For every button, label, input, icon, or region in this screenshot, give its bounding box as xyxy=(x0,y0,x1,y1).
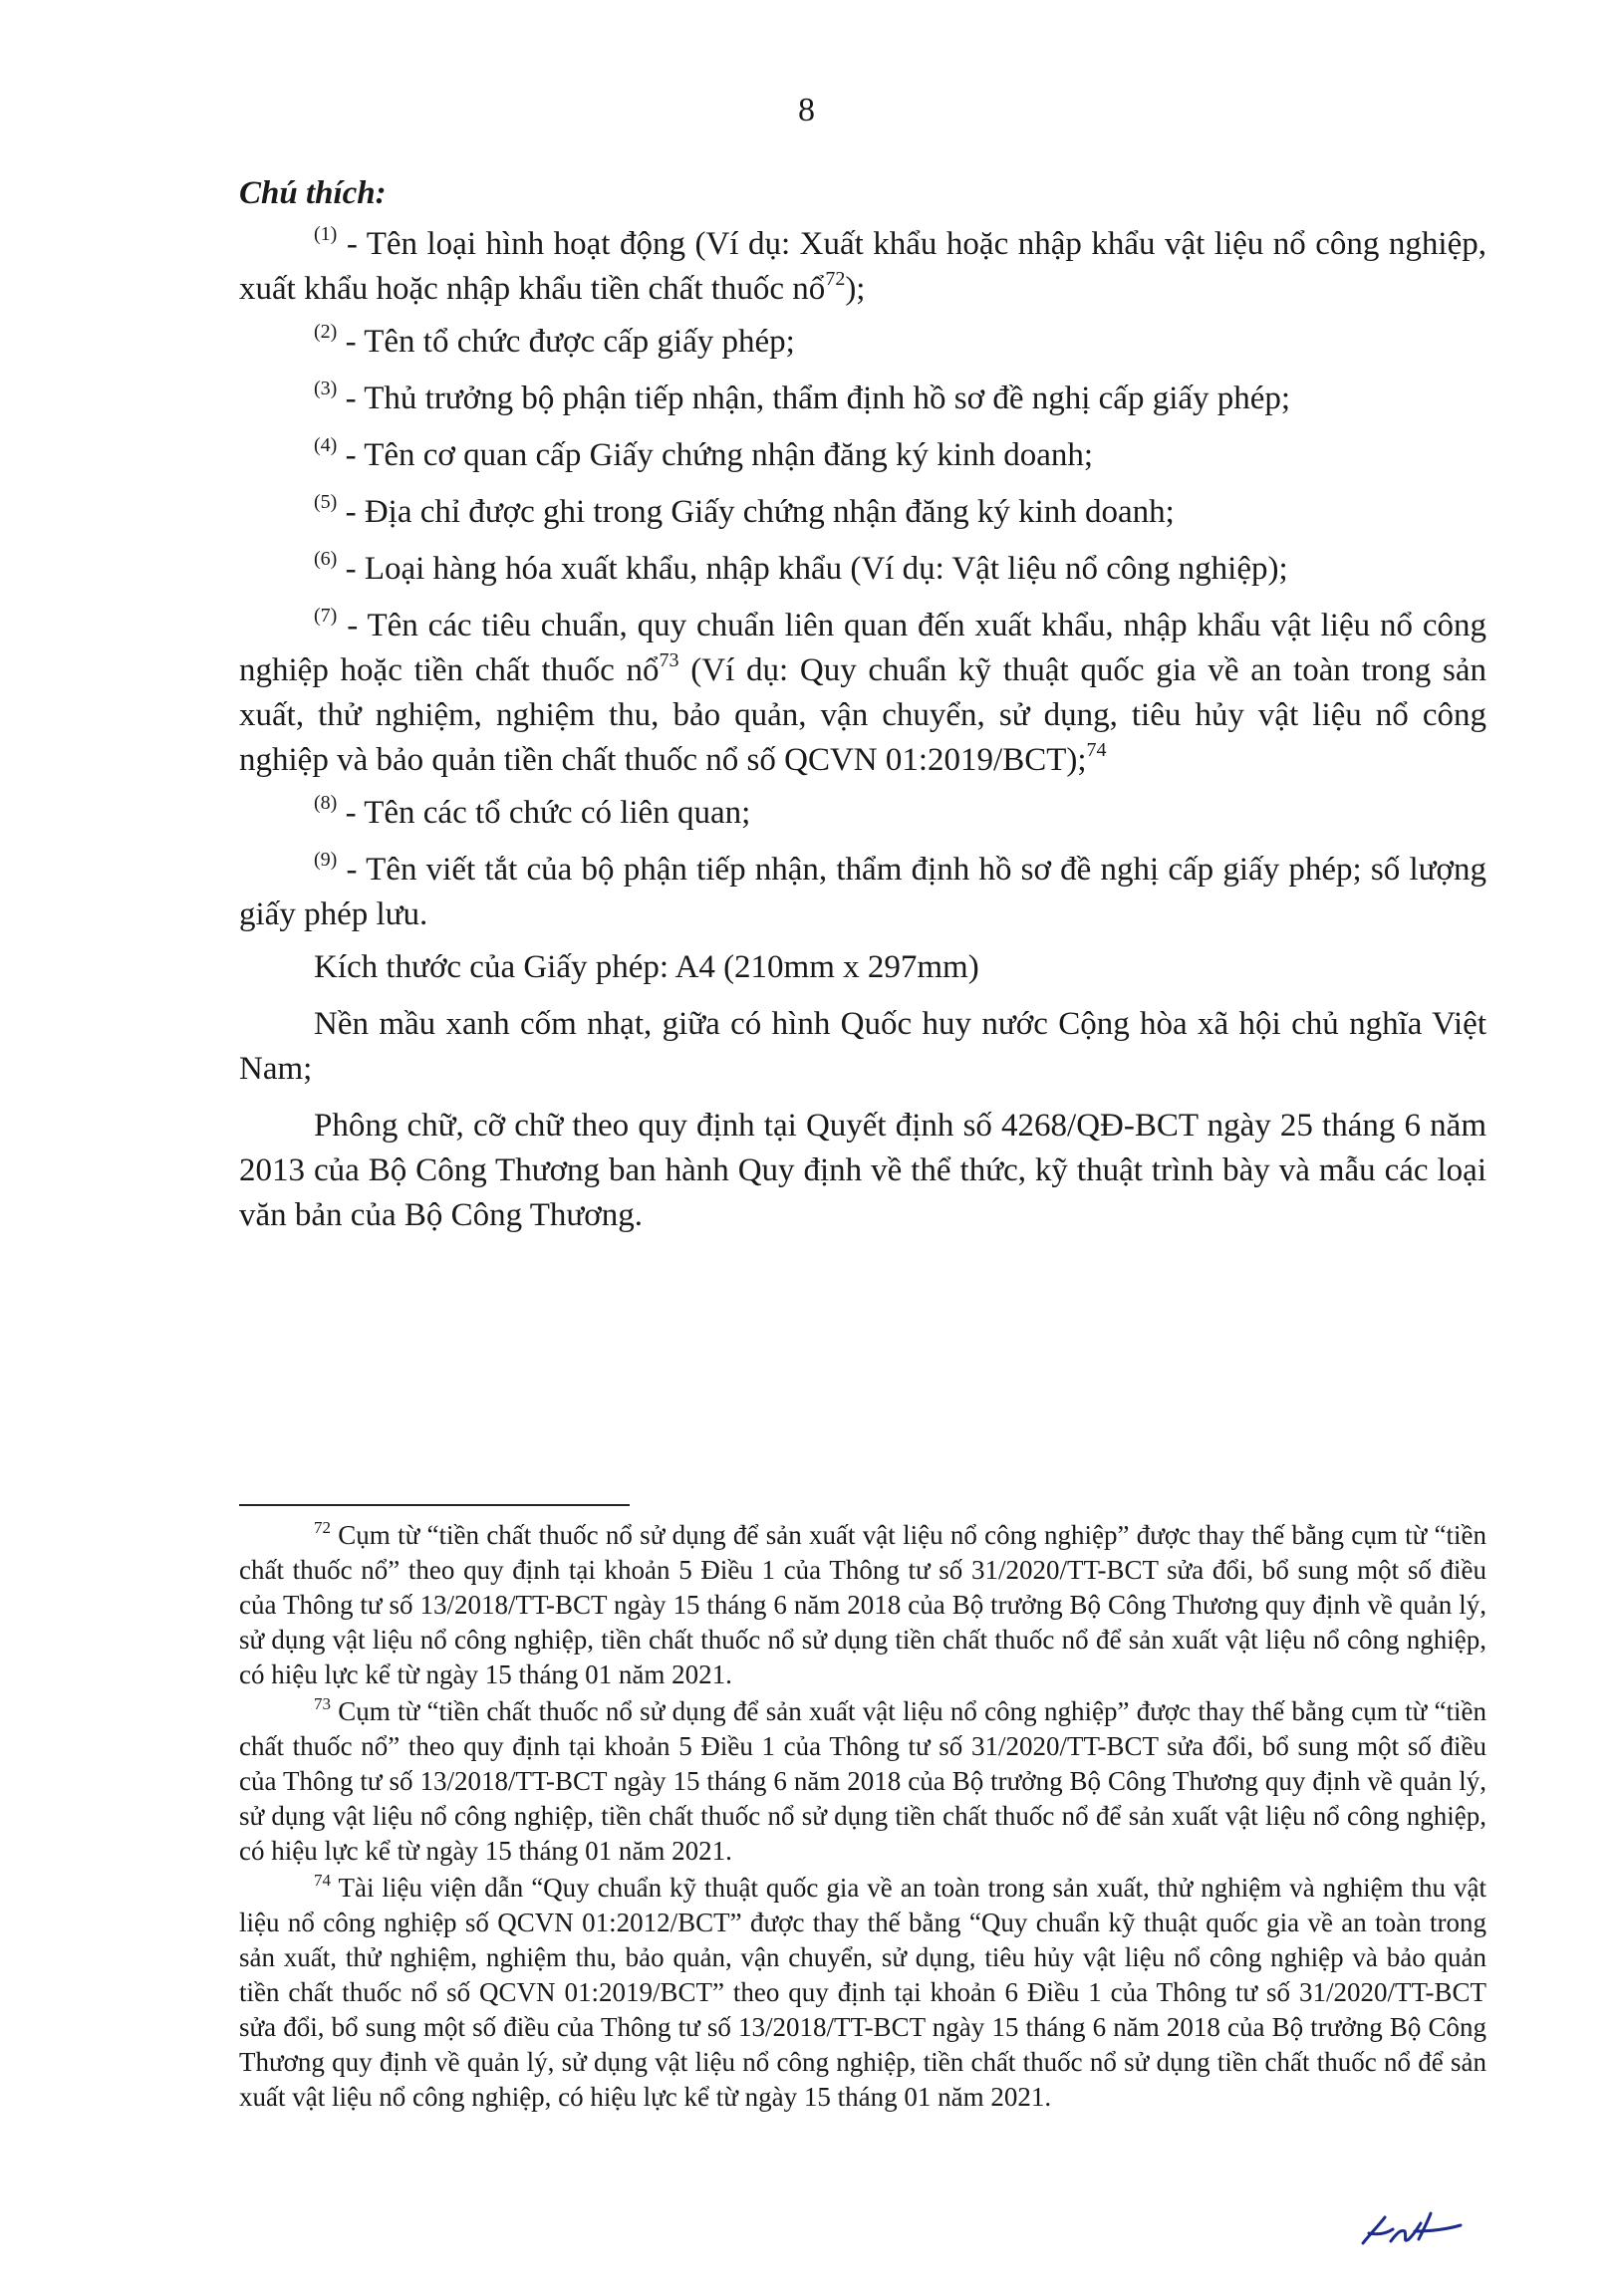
notes-heading: Chú thích: xyxy=(239,175,387,211)
note-text: (Ví dụ: Quy chuẩn kỹ thuật quốc gia về an toàn trong sản xuất, thử nghiệm, nghiệm thu, bảo quản, vận chuyển, sử dụng, tiêu hủy vật liệu nổ công nghiệp và bảo quản tiền chất thuốc nổ số QCVN 01:2019/BCT); xyxy=(239,652,1486,778)
note-item xyxy=(239,791,1486,836)
footnote-text: Cụm từ “tiền chất thuốc nổ sử dụng để sản xuất vật liệu nổ công nghiệp” được thay thế bằng cụm từ “tiền chất thuốc nổ” theo quy định tại khoản 5 Điều 1 của Thông tư số 31/2020/TT-BCT sửa đổi, bổ sung một số điều của Thông tư số 13/2018/TT-BCT ngày 15 tháng 6 năm 2018 của Bộ trưởng Bộ Công Thương quy định về quản lý, sử dụng vật liệu nổ công nghiệp, tiền chất thuốc nổ sử dụng tiền chất thuốc nổ để sản xuất vật liệu nổ công nghiệp, có hiệu lực kể từ ngày 15 tháng 01 năm 2021. xyxy=(239,1520,1486,1689)
footnotes-section xyxy=(239,1518,1486,2117)
note-item xyxy=(239,222,1486,312)
body-paragraph: Nền mầu xanh cốm nhạt, giữa có hình Quốc huy nước Cộng hòa xã hội chủ nghĩa Việt Nam; xyxy=(239,1006,1486,1087)
footnote-divider xyxy=(239,1504,630,1506)
note-item xyxy=(239,604,1486,783)
note-marker: (5) xyxy=(314,491,338,513)
note-marker: (8) xyxy=(314,792,338,814)
footnote xyxy=(239,1694,1486,1869)
body-paragraph: Kích thước của Giấy phép: A4 (210mm x 297mm) xyxy=(314,949,979,985)
note-marker: (6) xyxy=(314,548,338,570)
note-item xyxy=(239,547,1486,592)
note-text: - Tên loại hình hoạt động (Ví dụ: Xuất khẩu hoặc nhập khẩu vật liệu nổ công nghiệp, xuất khẩu hoặc nhập khẩu tiền chất thuốc nổ xyxy=(239,226,1486,307)
note-text: - Tên các tổ chức có liên quan; xyxy=(337,795,751,831)
note-marker: (3) xyxy=(314,378,338,399)
note-text: - Tên các tiêu chuẩn, quy chuẩn liên quan đến xuất khẩu, nhập khẩu vật liệu nổ công nghiệp hoặc tiền chất thuốc nổ xyxy=(239,608,1486,688)
note-item xyxy=(239,433,1486,478)
note-marker: (9) xyxy=(314,849,338,871)
footnote-text: Cụm từ “tiền chất thuốc nổ sử dụng để sản xuất vật liệu nổ công nghiệp” được thay thế bằng cụm từ “tiền chất thuốc nổ” theo quy định tại khoản 5 Điều 1 của Thông tư số 31/2020/TT-BCT sửa đổi, bổ sung một số điều của Thông tư số 13/2018/TT-BCT ngày 15 tháng 6 năm 2018 của Bộ trưởng Bộ Công Thương quy định về quản lý, sử dụng vật liệu nổ công nghiệp, tiền chất thuốc nổ sử dụng tiền chất thuốc nổ để sản xuất vật liệu nổ công nghiệp, có hiệu lực kể từ ngày 15 tháng 01 năm 2021. xyxy=(239,1696,1486,1866)
note-marker: (1) xyxy=(314,223,338,245)
footnote-text: Tài liệu viện dẫn “Quy chuẩn kỹ thuật quốc gia về an toàn trong sản xuất, thử nghiệm và nghiệm thu vật liệu nổ công nghiệp số QCVN 01:2012/BCT” được thay thế bằng “Quy chuẩn kỹ thuật quốc gia về an toàn trong sản xuất, thử nghiệm, nghiệm thu, bảo quản, vận chuyển, sử dụng, tiêu hủy vật liệu nổ công nghiệp và bảo quản tiền chất thuốc nổ số QCVN 01:2019/BCT” theo quy định tại khoản 6 Điều 1 của Thông tư số 31/2020/TT-BCT sửa đổi, bổ sung một số điều của Thông tư số 13/2018/TT-BCT ngày 15 tháng 6 năm 2018 của Bộ trưởng Bộ Công Thương quy định về quản lý, sử dụng vật liệu nổ công nghiệp, tiền chất thuốc nổ sử dụng tiền chất thuốc nổ để sản xuất vật liệu nổ công nghiệp, có hiệu lực kể từ ngày 15 tháng 01 năm 2021. xyxy=(239,1873,1486,2112)
note-marker: (7) xyxy=(314,605,338,627)
footnote-number: 74 xyxy=(314,1871,331,1890)
page-number: 8 xyxy=(798,92,815,128)
footnote-reference: 74 xyxy=(1086,739,1107,761)
note-text: ); xyxy=(845,271,866,307)
note-text: - Tên tổ chức được cấp giấy phép; xyxy=(337,324,795,360)
footnote-number: 72 xyxy=(314,1518,331,1537)
note-item xyxy=(239,320,1486,365)
footnote xyxy=(239,1871,1486,2115)
footnote-number: 73 xyxy=(314,1694,331,1713)
note-marker: (4) xyxy=(314,434,338,456)
note-text: - Thủ trưởng bộ phận tiếp nhận, thẩm định hồ sơ đề nghị cấp giấy phép; xyxy=(337,381,1291,416)
notes-section xyxy=(239,171,1486,1250)
footnote-reference: 73 xyxy=(659,649,679,671)
note-marker: (2) xyxy=(314,321,338,343)
note-text: - Tên viết tắt của bộ phận tiếp nhận, thẩm định hồ sơ đề nghị cấp giấy phép; số lượng giấy phép lưu. xyxy=(239,852,1486,932)
note-item xyxy=(239,377,1486,421)
body-paragraph: Phông chữ, cỡ chữ theo quy định tại Quyết định số 4268/QĐ-BCT ngày 25 tháng 6 năm 2013 của Bộ Công Thương ban hành Quy định về thể thức, kỹ thuật trình bày và mẫu các loại văn bản của Bộ Công Thương. xyxy=(239,1108,1486,1233)
notes-list xyxy=(239,222,1486,937)
signature-initials-icon xyxy=(1357,2203,1467,2263)
footnote xyxy=(239,1518,1486,1692)
note-item xyxy=(239,490,1486,535)
note-item xyxy=(239,848,1486,937)
note-text: - Địa chỉ được ghi trong Giấy chứng nhận đăng ký kinh doanh; xyxy=(337,494,1175,530)
paragraph-list xyxy=(239,945,1486,1238)
note-text: - Loại hàng hóa xuất khẩu, nhập khẩu (Ví dụ: Vật liệu nổ công nghiệp); xyxy=(337,551,1288,587)
footnote-reference: 72 xyxy=(825,268,846,290)
note-text: - Tên cơ quan cấp Giấy chứng nhận đăng ký kinh doanh; xyxy=(337,437,1094,473)
